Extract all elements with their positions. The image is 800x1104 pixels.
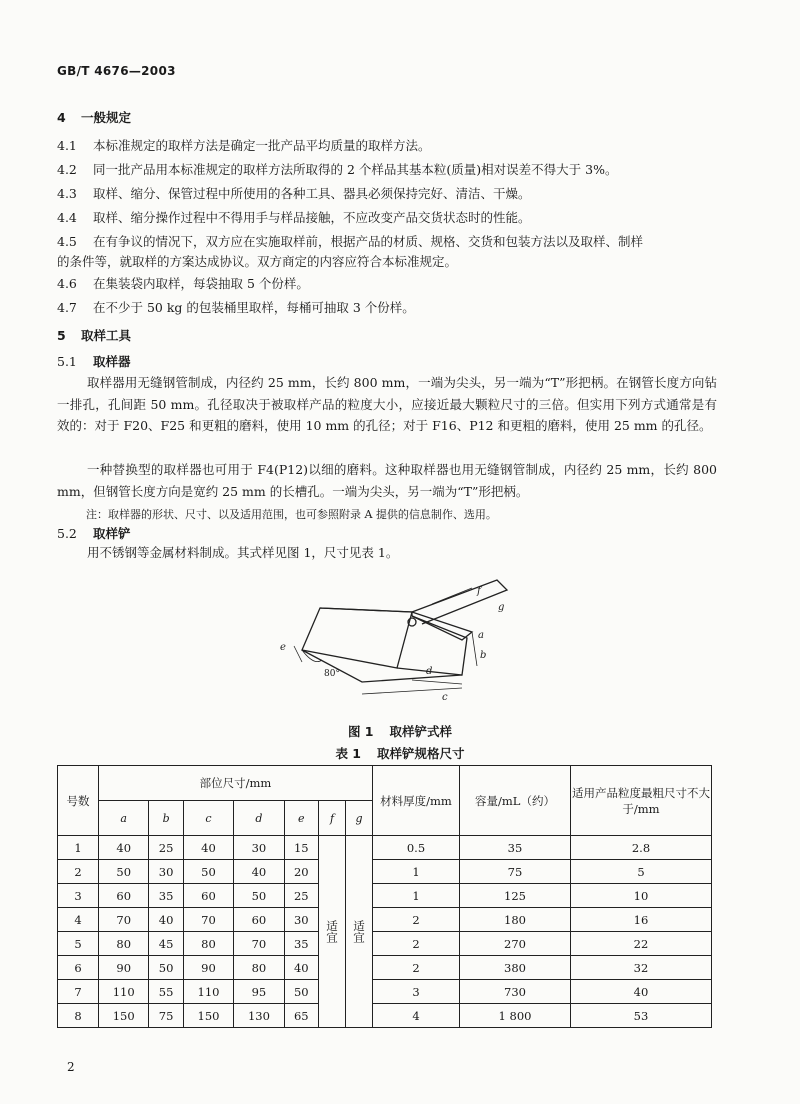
- col-f: f: [319, 801, 346, 836]
- dim-d-label: d: [426, 666, 433, 677]
- alt-sampler-paragraph: 一种替换型的取样器也可用于 F4(P12)以细的磨料。这种取样器也用无缝钢管制成，内径约 25 mm，长约 800 mm，但钢管长度方向是宽约 25 mm 的长槽孔。一端为尖头，另一端为“T”形把柄。: [57, 462, 717, 499]
- table-row: 8 150 75 150 130 65 4 1 800 53: [58, 1004, 712, 1028]
- section-4-heading: 4 一般规定: [57, 110, 132, 125]
- clause-4-6: 4.6 在集装袋内取样，每袋抽取 5 个份样。: [57, 276, 309, 291]
- section-5-heading: 5 取样工具: [57, 328, 132, 343]
- clause-4-3: 4.3 取样、缩分、保管过程中所使用的各种工具、器具必须保持完好、清洁、干燥。: [57, 186, 531, 201]
- clause-4-2: 4.2 同一批产品用本标准规定的取样方法所取得的 2 个样品其基本粒(质量)相对误差不得大于 3%。: [57, 162, 618, 177]
- col-b: b: [149, 801, 183, 836]
- table-row: 1 40 25 40 30 15 适宜 适宜 0.5 35 2.8: [58, 836, 712, 860]
- figure-caption: 图 1 取样铲式样: [347, 724, 453, 739]
- standard-code: GB/T 4676—2003: [57, 64, 176, 78]
- dim-b-label: b: [480, 650, 487, 661]
- clause-4-7: 4.7 在不少于 50 kg 的包装桶里取样，每桶可抽取 3 个份样。: [57, 300, 415, 315]
- dim-f-label: f: [477, 586, 481, 597]
- sampler-note: 注：取样器的形状、尺寸、以及适用范围，也可参照附录 A 提供的信息制作、选用。: [86, 508, 497, 521]
- col-header-thickness: 材料厚度/mm: [373, 766, 460, 836]
- table-row: 3 60 35 60 50 25 1 125 10: [58, 884, 712, 908]
- col-header-no: 号数: [58, 766, 99, 836]
- f-column-text: 适宜: [319, 836, 346, 1028]
- clause-4-5: 4.5 在有争议的情况下，双方应在实施取样前，根据产品的材质、规格、交货和包装方法以及取样、制样: [57, 234, 644, 249]
- table-row: 2 50 30 50 40 20 1 75 5: [58, 860, 712, 884]
- dim-g-label: g: [498, 602, 505, 613]
- col-header-dims: 部位尺寸/mm: [99, 766, 373, 801]
- angle-label: 80°: [324, 669, 340, 679]
- section-5-1-heading: 5.1 取样器: [57, 354, 131, 369]
- clause-4-1: 4.1 本标准规定的取样方法是确定一批产品平均质量的取样方法。: [57, 138, 431, 153]
- table-body: [58, 836, 712, 1028]
- dim-e-label: e: [280, 642, 286, 653]
- col-c: c: [183, 801, 233, 836]
- dim-a-label: a: [478, 630, 484, 641]
- col-header-grit: 适用产品粒度最粗尺寸不大于/mm: [571, 766, 712, 836]
- dim-c-label: c: [442, 692, 448, 700]
- section-5-2-heading: 5.2 取样铲: [57, 526, 131, 541]
- table-row: 4 70 40 70 60 30 2 180 16: [58, 908, 712, 932]
- col-e: e: [284, 801, 318, 836]
- sampling-scoop-figure: [262, 570, 532, 700]
- clause-4-4: 4.4 取样、缩分操作过程中不得用手与样品接触，不应改变产品交货状态时的性能。: [57, 210, 531, 225]
- table-row: 7 110 55 110 95 50 3 730 40: [58, 980, 712, 1004]
- g-column-text: 适宜: [346, 836, 373, 1028]
- sampler-paragraph: 取样器用无缝钢管制成，内径约 25 mm，长约 800 mm，一端为尖头，另一端为“T”形把柄。在钢管长度方向钻一排孔，孔间距 50 mm。孔径取决于被取样产品的粒度大小，应接近最大颗粒尺寸的三倍。但实用下列方式通常是有效的：对于 F20、F25 和更粗的磨料，使用 10 mm 的孔径；对于 F16、P12 和更粗的磨料，使用 25 mm 的孔径。: [57, 375, 717, 433]
- page-number: 2: [67, 1060, 75, 1074]
- col-a: a: [99, 801, 149, 836]
- table-row: 6 90 50 90 80 40 2 380 32: [58, 956, 712, 980]
- col-header-capacity: 容量/mL（约）: [460, 766, 571, 836]
- clause-4-5-cont: 的条件等，就取样的方案达成协议。双方商定的内容应符合本标准规定。: [57, 254, 458, 269]
- col-g: g: [346, 801, 373, 836]
- table-caption: 表 1 取样铲规格尺寸: [335, 746, 465, 761]
- table-row: 5 80 45 80 70 35 2 270 22: [58, 932, 712, 956]
- col-d: d: [234, 801, 284, 836]
- scoop-paragraph: 用不锈钢等金属材料制成。其式样见图 1，尺寸见表 1。: [87, 545, 399, 560]
- scoop-spec-table: [57, 765, 712, 1028]
